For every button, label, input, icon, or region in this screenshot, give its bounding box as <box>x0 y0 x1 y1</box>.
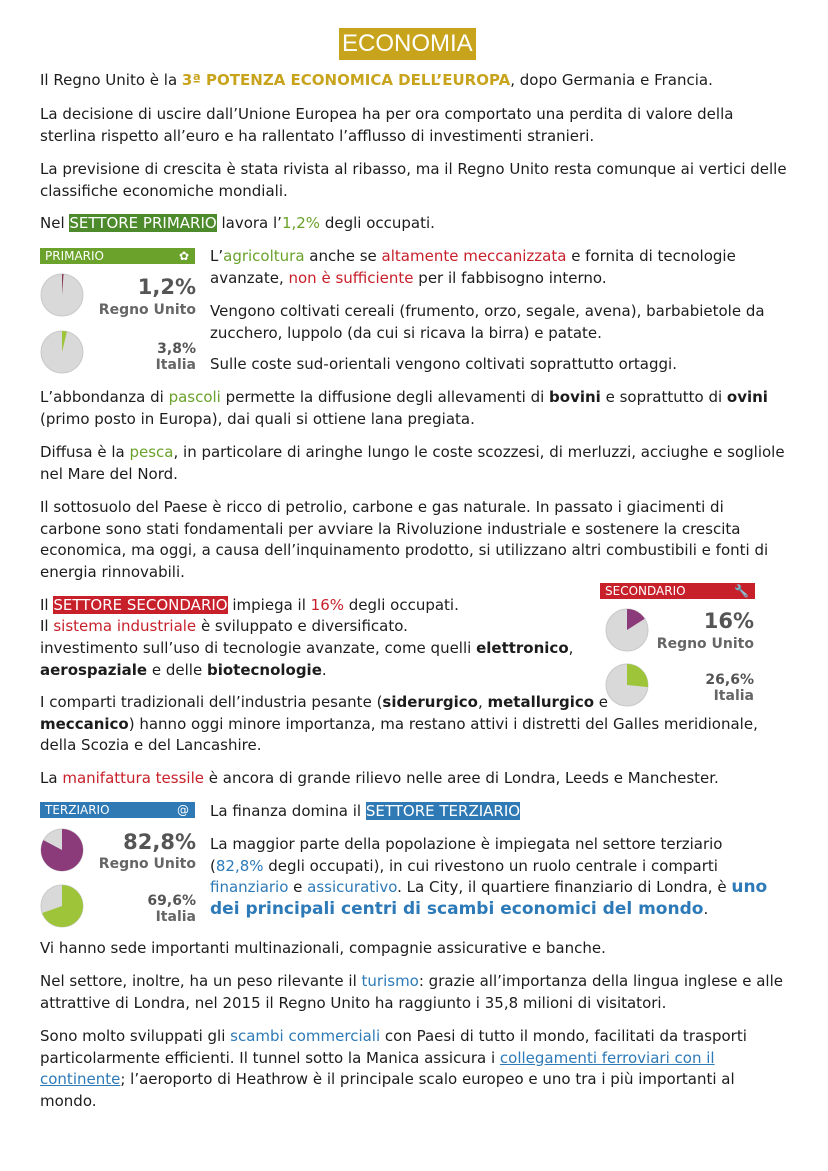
pasture-paragraph: L’abbondanza di pascoli permette la diffusione degli allevamenti di bovini e soprattutto di ovini (primo posto in Europa), dai quali si ottiene lana pregiata. <box>40 388 768 428</box>
intro-paragraph: Il Regno Unito è la 3ª POTENZA ECONOMICA DELL’EUROPA, dopo Germania e Francia. <box>40 71 713 89</box>
trade-paragraph: Sono molto sviluppati gli scambi commerciali con Paesi di tutto il mondo, facilitati da trasporti particolarmente efficienti. Il tunnel sotto la Manica assicura i collegamenti ferroviari con il continente; l’aeroporto di Heathrow è il principale scalo europeo e uno tra i più importanti al mondo. <box>40 1027 747 1110</box>
primary-it-value: 3,8% <box>157 341 196 357</box>
subsoil-paragraph: Il sottosuolo del Paese è ricco di petrolio, carbone e gas naturale. In passato i giacimenti di carbone sono stati fondamentali per avviare la Rivoluzione industriale e sostenere la crescita economica, ma oggi, a causa dell’inquinamento prodotto, si utilizzano altri combustibili e fonti di energia rinnovabili. <box>40 498 769 581</box>
tertiary-intro: La finanza domina il SETTORE TERZIARIO <box>210 802 521 820</box>
fishing-paragraph: Diffusa è la pesca, in particolare di aringhe lungo le coste scozzesi, di merluzzi, acciughe e sogliole nel Mare del Nord. <box>40 443 785 483</box>
industry-tech: investimento sull’uso di tecnologie avanzate, come quelli elettronico, aerospaziale e delle biotecnologie. <box>40 639 574 679</box>
tertiary-uk-label: Regno Unito <box>98 856 196 872</box>
tertiary-it-pie <box>40 884 84 928</box>
brexit-paragraph: La decisione di uscire dall’Unione Europea ha per ora comportato una perdita di valore della sterlina rispetto all’euro e ha rallentato l’afflusso di investimenti stranieri. <box>40 105 734 145</box>
heavy-industry-paragraph: I comparti tradizionali dell’industria pesante (siderurgico, metallurgico e meccanico) hanno oggi minore importanza, ma restano attivi i distretti del Galles meridionale, della Scozia e del Lancashire. <box>40 693 758 754</box>
secondary-uk-label: Regno Unito <box>656 636 754 652</box>
coast-paragraph: Sulle coste sud-orientali vengono coltivati soprattutto ortaggi. <box>210 355 677 373</box>
textile-paragraph: La manifattura tessile è ancora di grande rilievo nelle aree di Londra, Leeds e Manchester. <box>40 769 719 787</box>
secondary-uk-value: 16% <box>703 609 754 633</box>
primary-it-label: Italia <box>155 357 196 373</box>
tertiary-label: TERZIARIO @ <box>40 802 195 818</box>
primary-label: PRIMARIO ✿ <box>40 248 195 264</box>
tertiary-it-value: 69,6% <box>147 893 196 909</box>
secondary-it-slice <box>627 664 648 687</box>
secondary-label: SECONDARIO 🔧 <box>600 583 755 599</box>
wrench-icon: 🔧 <box>734 584 749 598</box>
secondary-it-value: 26,6% <box>705 672 754 688</box>
tertiary-it-label: Italia <box>155 909 196 925</box>
industry-line: Il sistema industriale è sviluppato e diversificato. <box>40 617 408 635</box>
agriculture-paragraph: L’agricoltura anche se altamente meccanizzata e fornita di tecnologie avanzate, non è sufficiente per il fabbisogno interno. <box>210 247 736 287</box>
services-paragraph: La maggior parte della popolazione è impiegata nel settore terziario (82,8% degli occupati), in cui rivestono un ruolo centrale i comparti finanziario e assicurativo. La City, il quartiere finanziario di Londra, è uno dei principali centri di scambi economici del mondo. <box>210 835 768 919</box>
multinationals-paragraph: Vi hanno sede importanti multinazionali, compagnie assicurative e banche. <box>40 939 606 957</box>
tourism-paragraph: Nel settore, inoltre, ha un peso rilevante il turismo: grazie all’importanza della lingua inglese e alle attrattive di Londra, nel 2015 il Regno Unito ha raggiunto i 35,8 milioni di visitatori. <box>40 972 783 1012</box>
growth-paragraph: La previsione di crescita è stata rivista al ribasso, ma il Regno Unito resta comunque ai vertici delle classifiche economiche mondiali. <box>40 160 787 200</box>
primary-uk-label: Regno Unito <box>98 302 196 318</box>
tertiary-uk-value: 82,8% <box>123 830 196 854</box>
secondary-it-label: Italia <box>713 688 754 704</box>
primary-intro: Nel SETTORE PRIMARIO lavora l’1,2% degli occupati. <box>40 214 435 232</box>
railway-link[interactable]: collegamenti ferroviari con il continente <box>40 1048 715 1088</box>
secondary-intro: Il SETTORE SECONDARIO impiega il 16% degli occupati. <box>40 596 459 614</box>
plant-icon: ✿ <box>178 249 189 263</box>
primary-it-pie <box>40 330 84 374</box>
primary-uk-value: 1,2% <box>137 275 196 299</box>
at-icon: @ <box>177 803 189 817</box>
page-title: ECONOMIA <box>339 28 476 60</box>
crops-paragraph: Vengono coltivati cereali (frumento, orzo, segale, avena), barbabietole da zucchero, luppolo (da cui si ricava la birra) e patate. <box>210 302 765 342</box>
